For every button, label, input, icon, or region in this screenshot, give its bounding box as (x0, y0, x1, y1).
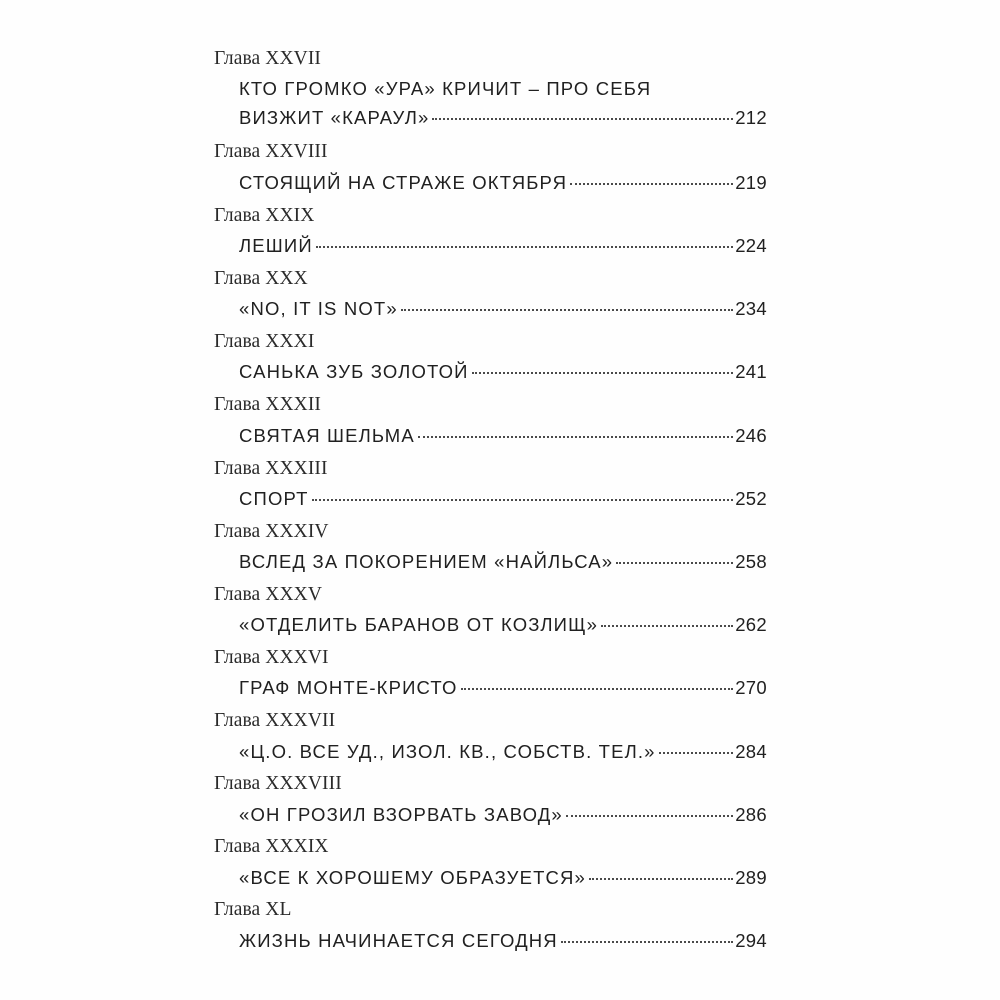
chapter-label: Глава XL (214, 899, 292, 920)
dot-leader (561, 941, 733, 943)
dot-leader (316, 246, 733, 248)
page-number: 219 (735, 172, 767, 193)
chapter-title: ВИЗЖИТ «КАРАУЛ» (239, 107, 430, 128)
page-number: 224 (735, 235, 767, 256)
toc-row (239, 361, 767, 383)
dot-leader (616, 562, 733, 564)
page-number: 270 (735, 677, 767, 698)
chapter-title: ЖИЗНЬ НАЧИНАЕТСЯ СЕГОДНЯ (239, 930, 558, 951)
toc-row (239, 488, 767, 510)
toc-row (239, 172, 767, 194)
chapter-label: Глава XXXI (214, 331, 315, 352)
toc-row (239, 235, 767, 257)
dot-leader (432, 118, 733, 120)
chapter-label: Глава XXXVIII (214, 773, 342, 794)
page-number: 289 (735, 867, 767, 888)
chapter-label: Глава XXX (214, 268, 308, 289)
chapter-label: Глава XXXIV (214, 521, 329, 542)
page-number: 258 (735, 551, 767, 572)
chapter-label: Глава XXXIX (214, 836, 329, 857)
page-number: 284 (735, 741, 767, 762)
dot-leader (418, 436, 733, 438)
chapter-title: ВСЛЕД ЗА ПОКОРЕНИЕМ «НАЙЛЬСА» (239, 551, 614, 572)
chapter-label: Глава XXVII (214, 48, 322, 69)
page-number: 234 (735, 298, 767, 319)
dot-leader (401, 309, 733, 311)
chapter-title: «ОН ГРОЗИЛ ВЗОРВАТЬ ЗАВОД» (239, 804, 563, 825)
page-number: 212 (735, 107, 767, 128)
chapter-title: САНЬКА ЗУБ ЗОЛОТОЙ (239, 361, 469, 382)
toc-row (239, 551, 767, 573)
dot-leader (570, 183, 733, 185)
dot-leader (566, 815, 733, 817)
chapter-label: Глава XXXVI (214, 647, 329, 668)
chapter-title: СПОРТ (239, 488, 309, 509)
toc-row (239, 804, 767, 826)
page-number: 286 (735, 804, 767, 825)
chapter-title: ЛЕШИЙ (239, 235, 313, 256)
chapter-title: «ВСЕ К ХОРОШЕМУ ОБРАЗУЕТСЯ» (239, 867, 586, 888)
toc-row (239, 677, 767, 699)
dot-leader (312, 499, 734, 501)
page-number: 246 (735, 425, 767, 446)
page-number: 262 (735, 614, 767, 635)
chapter-label: Глава XXXVII (214, 710, 336, 731)
toc-row (239, 930, 767, 952)
dot-leader (601, 625, 733, 627)
chapter-label: Глава XXXV (214, 584, 323, 605)
toc-row (239, 867, 767, 889)
chapter-title: ГРАФ МОНТЕ-КРИСТО (239, 677, 458, 698)
chapter-title: СВЯТАЯ ШЕЛЬМА (239, 425, 415, 446)
chapter-label: Глава XXIX (214, 205, 315, 226)
dot-leader (472, 372, 734, 374)
chapter-title: «Ц.О. ВСЕ УД., ИЗОЛ. КВ., СОБСТВ. ТЕЛ.» (239, 741, 656, 762)
chapter-title: СТОЯЩИЙ НА СТРАЖЕ ОКТЯБРЯ (239, 172, 568, 193)
chapter-title: «NO, IT IS NOT» (239, 298, 398, 319)
toc-row (239, 298, 767, 320)
dot-leader (461, 688, 734, 690)
toc-row (239, 741, 767, 763)
chapter-label: Глава XXVIII (214, 141, 328, 162)
page-number: 294 (735, 930, 767, 951)
page-number: 241 (735, 361, 767, 382)
page-number: 252 (735, 488, 767, 509)
dot-leader (659, 752, 734, 754)
toc-row (239, 107, 767, 129)
chapter-label: Глава XXXIII (214, 458, 328, 479)
dot-leader (589, 878, 733, 880)
chapter-title: «ОТДЕЛИТЬ БАРАНОВ ОТ КОЗЛИЩ» (239, 614, 599, 635)
chapter-label: Глава XXXII (214, 394, 322, 415)
toc-row (239, 425, 767, 447)
toc-row (239, 614, 767, 636)
chapter-title-line: КТО ГРОМКО «УРА» КРИЧИТ – ПРО СЕБЯ (239, 78, 652, 99)
